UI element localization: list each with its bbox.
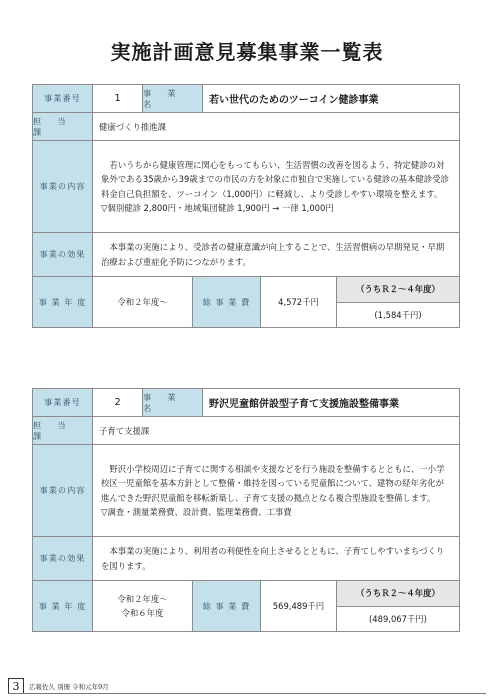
page-footer	[8, 678, 109, 694]
effect-label: 事業の効果	[33, 233, 93, 276]
effect-paragraph: 本事業の実施により、利用者の利便性を向上させるとともに、子育てしやすいまちづくりを図ります。	[101, 546, 445, 571]
cost-note: （うちＲ２～４年度）	[337, 581, 459, 607]
effect-paragraph: 本事業の実施により、受診者の健康意識が向上することで、生活習慣病の早期発見・早期治療および重症化予防につながります。	[101, 242, 445, 267]
content-label: 事業の内容	[33, 141, 93, 232]
header-row	[33, 85, 459, 113]
fiscal-year	[93, 581, 193, 631]
fiscal-year-end: 令和６年度	[121, 608, 164, 618]
cost-row	[33, 581, 459, 631]
fiscal-year-label: 事 業 年 度	[33, 277, 93, 327]
project-no-label: 事業番号	[33, 389, 93, 416]
effect-row	[33, 537, 459, 581]
cost-breakdown	[337, 581, 459, 631]
department-row	[33, 417, 459, 445]
content-label: 事業の内容	[33, 445, 93, 536]
content-note: ▽調査・測量業務費、設計費、監理業務費、工事費	[101, 507, 292, 517]
publication-name: 広報佐久 別冊 令和元年9月	[29, 682, 109, 691]
project-name: 若い世代のためのツーコイン健診事業	[209, 95, 379, 106]
content-text	[93, 445, 459, 536]
project-no-label: 事業番号	[33, 85, 93, 112]
content-note: ▽個別健診 2,800円・地域集団健診 1,900円 → 一律 1,000円	[101, 203, 334, 213]
cost-breakdown	[337, 277, 459, 327]
department-label: 担 当 課	[33, 113, 93, 140]
fiscal-year-label: 事 業 年 度	[33, 581, 93, 631]
fiscal-year	[93, 277, 193, 327]
content-row	[33, 141, 459, 233]
effect-text	[93, 537, 459, 580]
fiscal-year-start: 令和２年度～	[117, 594, 168, 604]
effect-row	[33, 233, 459, 277]
cost-note: （うちＲ２～４年度）	[337, 277, 459, 303]
project-no: 2	[93, 389, 143, 416]
department: 子育て支援課	[99, 425, 150, 436]
project-card-2	[32, 388, 460, 632]
project-name-label: 事 業 名	[143, 389, 203, 416]
footer-rule	[8, 693, 486, 694]
department-row	[33, 113, 459, 141]
effect-text	[93, 233, 459, 276]
total-cost-label: 総 事 業 費	[193, 581, 261, 631]
content-text	[93, 141, 459, 232]
project-no: 1	[93, 85, 143, 112]
project-name-label: 事 業 名	[143, 85, 203, 112]
department: 健康づくり推進課	[99, 121, 166, 132]
cost-row	[33, 277, 459, 327]
fiscal-year-start: 令和２年度～	[117, 297, 168, 307]
total-cost: 569,489千円	[261, 581, 337, 631]
project-card-1	[32, 84, 460, 328]
content-paragraph: 若いうちから健康管理に関心をもってもらい、生活習慣の改善を図るよう、特定健診の対象外である35歳から39歳までの市民の方を対象に市独自で実施している健診の基本健診受診料金自己負担額を、ツーコイン（1,000円）に軽減し、より受診しやすい環境を整えます。	[101, 159, 449, 199]
header-row	[33, 389, 459, 417]
total-cost-label: 総 事 業 費	[193, 277, 261, 327]
content-paragraph: 野沢小学校周辺に子育てに関する相談や支援などを行う施設を整備するとともに、一小学校区一児童館を基本方針として整備・維持を図っている児童館について、建物の経年劣化が進んできた野沢児童館を移転新築し、子育て支援の拠点となる複合型施設を整備します。	[101, 463, 445, 503]
total-cost: 4,572千円	[261, 277, 337, 327]
page-number: 3	[8, 678, 24, 694]
effect-label: 事業の効果	[33, 537, 93, 580]
cost-sub: (1,584千円)	[374, 309, 422, 320]
page-title: 実施計画意見募集事業一覧表	[110, 40, 384, 64]
content-row	[33, 445, 459, 537]
cost-sub: (489,067千円)	[369, 613, 427, 624]
project-name: 野沢児童館併設型子育て支援施設整備事業	[209, 399, 399, 410]
department-label: 担 当 課	[33, 417, 93, 444]
